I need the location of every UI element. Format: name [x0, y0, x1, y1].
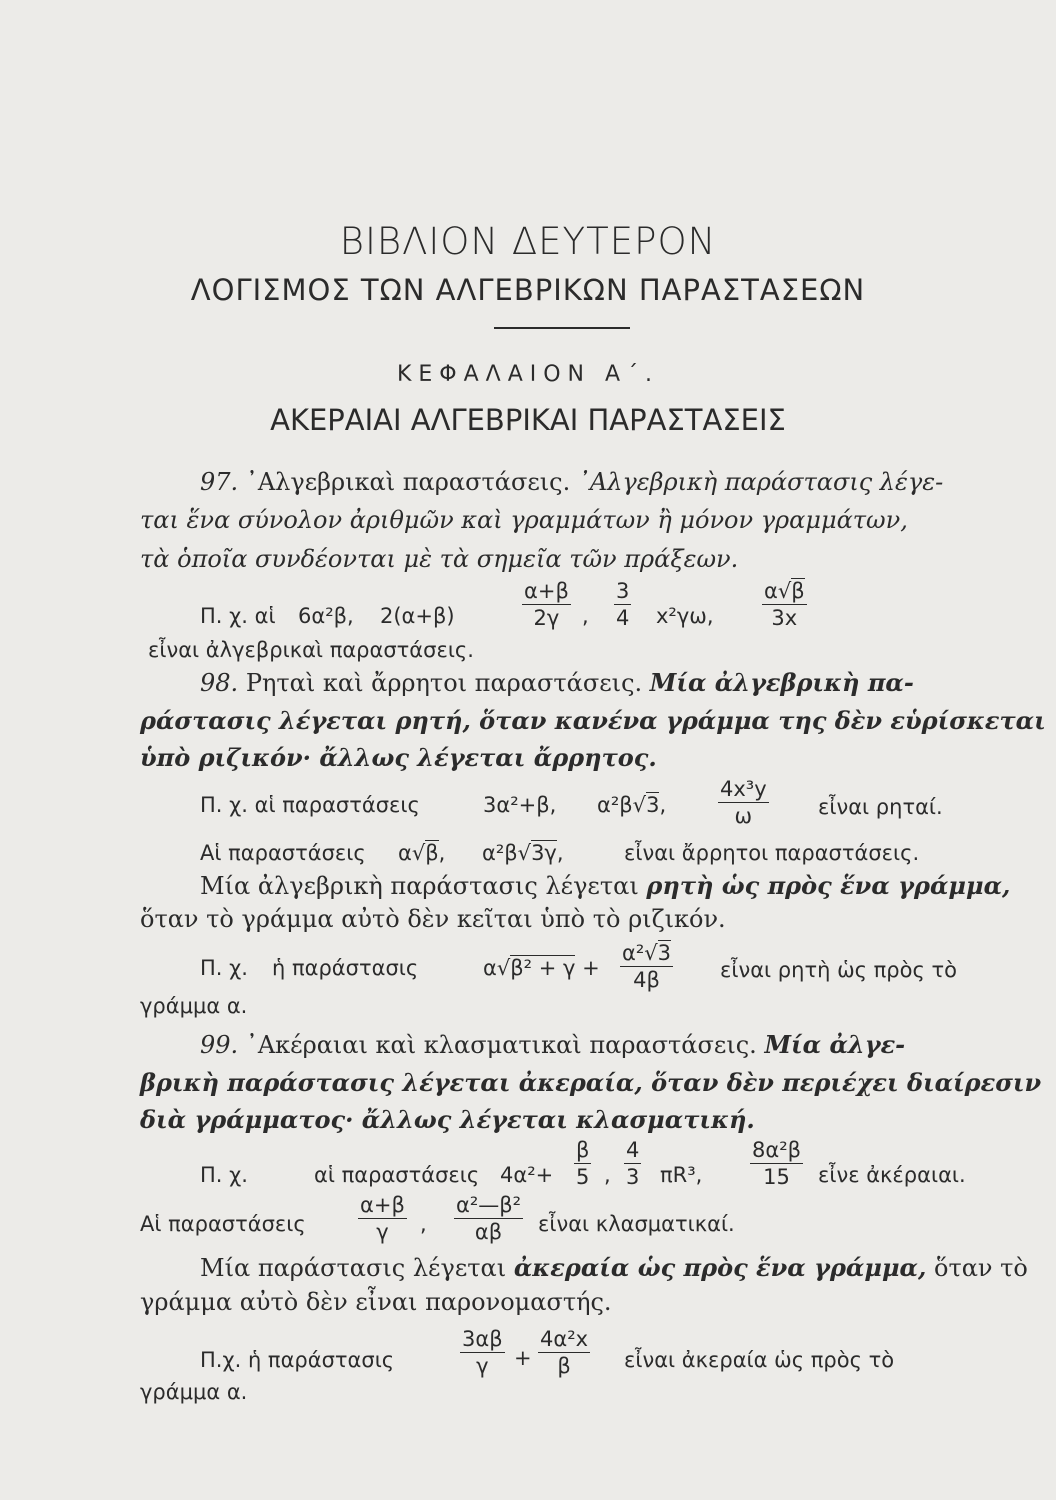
definition-line: ράστασις λέγεται ρητή, ὅταν κανένα γράμμα της δὲν εὑρίσκεται [140, 706, 1046, 735]
fraction: $\frac{3}{4}$ [616, 579, 630, 630]
expression: 2(α+β) [380, 604, 455, 628]
definition-line: Μία παράστασις λέγεται ἀκεραία ὡς πρὸς ἕνα γράμμα, ὅταν τὸ [200, 1253, 1028, 1282]
example-end: εἶναι ρητὴ ὡς πρὸς τὸ [720, 958, 957, 982]
fraction: $\frac{\alpha√\beta}{3x}$ [764, 579, 805, 630]
definition-text: ᾽Αλγεβρικὴ παράστασις λέγε- [577, 468, 944, 496]
example-end: εἶναι κλασματικαί. [538, 1212, 735, 1236]
definition-text: Μία ἀλγε- [764, 1030, 906, 1059]
definition-line: γράμμα αὐτὸ δὲν εἶναι παρονομαστής. [140, 1288, 612, 1316]
fraction: $\frac{\text{8α²β}}{15}$ [752, 1138, 802, 1189]
fraction: $\frac{\alpha+\beta}{2\gamma}$ [524, 579, 569, 630]
definition-line: βρικὴ παράστασις λέγεται ἀκεραία, ὅταν δὲν περιέχει διαίρεσιν [140, 1068, 1042, 1097]
expression: x²γω, [656, 604, 714, 628]
expression: α√β² + γ + [483, 956, 600, 980]
example-lead: Π. χ. [200, 956, 248, 980]
example-end: εἶναι ἀλγεβρικαὶ παραστάσεις. [148, 638, 474, 662]
example-lead: Π. χ. αἱ [200, 604, 276, 628]
expression: α√β, [398, 841, 446, 865]
expression: 6α²β, [298, 604, 354, 628]
example-end: εἶνε ἀκέραιαι. [818, 1163, 966, 1187]
expression: α²β√3γ, [482, 841, 564, 865]
definition-line: ὑπὸ ριζικόν· ἄλλως λέγεται ἄρρητος. [140, 743, 657, 772]
book-page: ΒΙΒΛΙΟΝ ΔΕΥΤΕΡΟΝ ΛΟΓΙΣΜΟΣ ΤΩΝ ΑΛΓΕΒΡΙΚΩΝ ΠΑΡΑΣΤΑΣΕΩΝ ΚΕΦΑΛΑΙΟΝ Α΄. ΑΚΕΡΑΙΑΙ ΑΛΓΕΒΡΙΚΑΙ ΠΑΡΑΣΤΑΣΕΙΣ 97. ᾽Αλγεβρικαὶ παραστάσεις. ᾽Αλγεβρικὴ παράστασις λέγε- ται ἕνα σύνολον ἀριθμῶν καὶ γραμμάτων ἢ μόνον γραμμάτων, τὰ ὁποῖα συνδέονται μὲ τὰ σημεῖα τῶν πράξεων. Π. χ. αἱ 6α²β, 2(α+β) $\frac{\alpha+\beta}{2\gamma}$ , $\frac{3}{4}$ x²γω, $\frac{\alpha√\beta}{3x}$ εἶναι ἀλγεβρικαὶ παραστάσεις. 98. Ρηταὶ καὶ ἄρρητοι παραστάσεις. Μία ἀλγεβρικὴ πα- ράστασις λέγεται ρητή, ὅταν κανένα γράμμα της δὲν εὑρίσκεται ὑπὸ ριζικόν· ἄλλως λέγεται ἄρρητος. Π. χ. αἱ παραστάσεις 3α²+β, α²β√3, $\frac{\text{4x³y}}{\omega}$ εἶναι ρηταί. Αἱ παραστάσεις α√β, α²β√3γ, εἶναι ἄρρητοι παραστάσεις. Μία ἀλγεβρικὴ παράστασις λέγεται ρητὴ ὡς πρὸς ἕνα γράμμα, ὅταν τὸ γράμμα αὐτὸ δὲν κεῖται ὑπὸ τὸ ριζικόν. Π. χ. ἡ παράστασις α√β² + γ + $\frac{\text{α²√3}}{4\beta}$ εἶναι ρητὴ ὡς πρὸς τὸ γράμμα α. 99. ᾽Ακέραιαι καὶ κλασματικαὶ παραστάσεις. Μία ἀλγε- βρικὴ παράστασις λέγεται ἀκεραία, ὅταν δὲν περιέχει διαίρεσιν διὰ γράμματος· ἄλλως λέγεται κλασματική. Π. χ. αἱ παραστάσεις 4α²+ $\frac{\beta}{5}$ , $\frac{4}{3}$ πR³, $\frac{\text{8α²β}}{15}$ εἶνε ἀκέραιαι. Αἱ παραστάσεις $\frac{\alpha+\beta}{\gamma}$ , $\frac{\text{α²—β²}}{\alpha\beta}$ εἶναι κλασματικαί. Μία παράστασις λέγεται ἀκεραία ὡς πρὸς ἕνα γράμμα, ὅταν τὸ γράμμα αὐτὸ δὲν εἶναι παρονομαστής. Π.χ. ἡ παράστασις $\frac{3\alpha\beta}{\gamma}$ + $\frac{\text{4α²x}}{\beta}$ εἶναι ἀκεραία ὡς πρὸς τὸ γράμμα α. [0, 0, 1056, 1500]
example-lead: Π. χ. αἱ παραστάσεις [200, 793, 420, 817]
section-number: 98. [200, 669, 239, 697]
book-subtitle: ΛΟΓΙΣΜΟΣ ΤΩΝ ΑΛΓΕΒΡΙΚΩΝ ΠΑΡΑΣΤΑΣΕΩΝ [190, 273, 866, 307]
example-end: γράμμα α. [140, 1380, 248, 1404]
example-end: εἶναι ἄρρητοι παραστάσεις. [624, 841, 920, 865]
fraction: $\frac{3\alpha\beta}{\gamma}$ [462, 1327, 503, 1378]
example-lead: Π. χ. [200, 1163, 248, 1187]
example-lead: Αἱ παραστάσεις [200, 841, 366, 865]
definition-line: Μία ἀλγεβρικὴ παράστασις λέγεται ρητὴ ὡς πρὸς ἕνα γράμμα, [200, 871, 1011, 900]
fraction: $\frac{\text{4x³y}}{\omega}$ [720, 777, 767, 828]
chapter-label: ΚΕΦΑΛΑΙΟΝ Α΄. [396, 362, 660, 387]
example-end: εἶναι ἀκεραία ὡς πρὸς τὸ [624, 1348, 895, 1372]
book-title: ΒΙΒΛΙΟΝ ΔΕΥΤΕΡΟΝ [339, 220, 717, 263]
example-lead: αἱ παραστάσεις [314, 1163, 480, 1187]
fraction: $\frac{4}{3}$ [626, 1138, 640, 1189]
expression: 3α²+β, [483, 793, 557, 817]
section-number: 97. [200, 468, 239, 496]
section-title: Ρηταὶ καὶ ἄρρητοι παραστάσεις. [245, 669, 643, 697]
example-end: εἶναι ρηταί. [818, 795, 943, 819]
example-lead: Αἱ παραστάσεις [140, 1212, 306, 1236]
section-98-heading [200, 668, 914, 697]
expression: 4α²+ [500, 1163, 554, 1187]
fraction: $\frac{\text{4α²x}}{\beta}$ [540, 1327, 589, 1378]
section-number: 99. [200, 1031, 239, 1059]
chapter-title: ΑΚΕΡΑΙΑΙ ΑΛΓΕΒΡΙΚΑΙ ΠΑΡΑΣΤΑΣΕΙΣ [270, 403, 786, 437]
example-end: γράμμα α. [140, 994, 248, 1018]
section-title: ᾽Ακέραιαι καὶ κλασματικαὶ παραστάσεις. [245, 1031, 757, 1059]
section-99-heading [200, 1030, 905, 1059]
fraction: $\frac{\text{α²—β²}}{\alpha\beta}$ [456, 1193, 522, 1244]
definition-line: τὰ ὁποῖα συνδέονται μὲ τὰ σημεῖα τῶν πράξεων. [140, 545, 739, 573]
title-divider [494, 327, 630, 329]
section-title: ᾽Αλγεβρικαὶ παραστάσεις. [245, 468, 571, 496]
fraction: $\frac{\text{α²√3}}{4\beta}$ [622, 941, 672, 992]
fraction: $\frac{\alpha+\beta}{\gamma}$ [360, 1193, 405, 1244]
expression: α²β√3, [597, 793, 667, 817]
definition-line: ται ἕνα σύνολον ἀριθμῶν καὶ γραμμάτων ἢ μόνον γραμμάτων, [140, 506, 908, 534]
example-lead: ἡ παράστασις [272, 956, 419, 980]
section-97-heading [200, 468, 943, 496]
definition-text: Μία ἀλγεβρικὴ πα- [649, 668, 914, 697]
example-lead: Π.χ. ἡ παράστασις [200, 1348, 395, 1372]
fraction: $\frac{\beta}{5}$ [576, 1138, 590, 1189]
expression: πR³, [660, 1163, 703, 1187]
definition-line: διὰ γράμματος· ἄλλως λέγεται κλασματική. [140, 1105, 755, 1134]
definition-line: ὅταν τὸ γράμμα αὐτὸ δὲν κεῖται ὑπὸ τὸ ριζικόν. [140, 905, 726, 933]
